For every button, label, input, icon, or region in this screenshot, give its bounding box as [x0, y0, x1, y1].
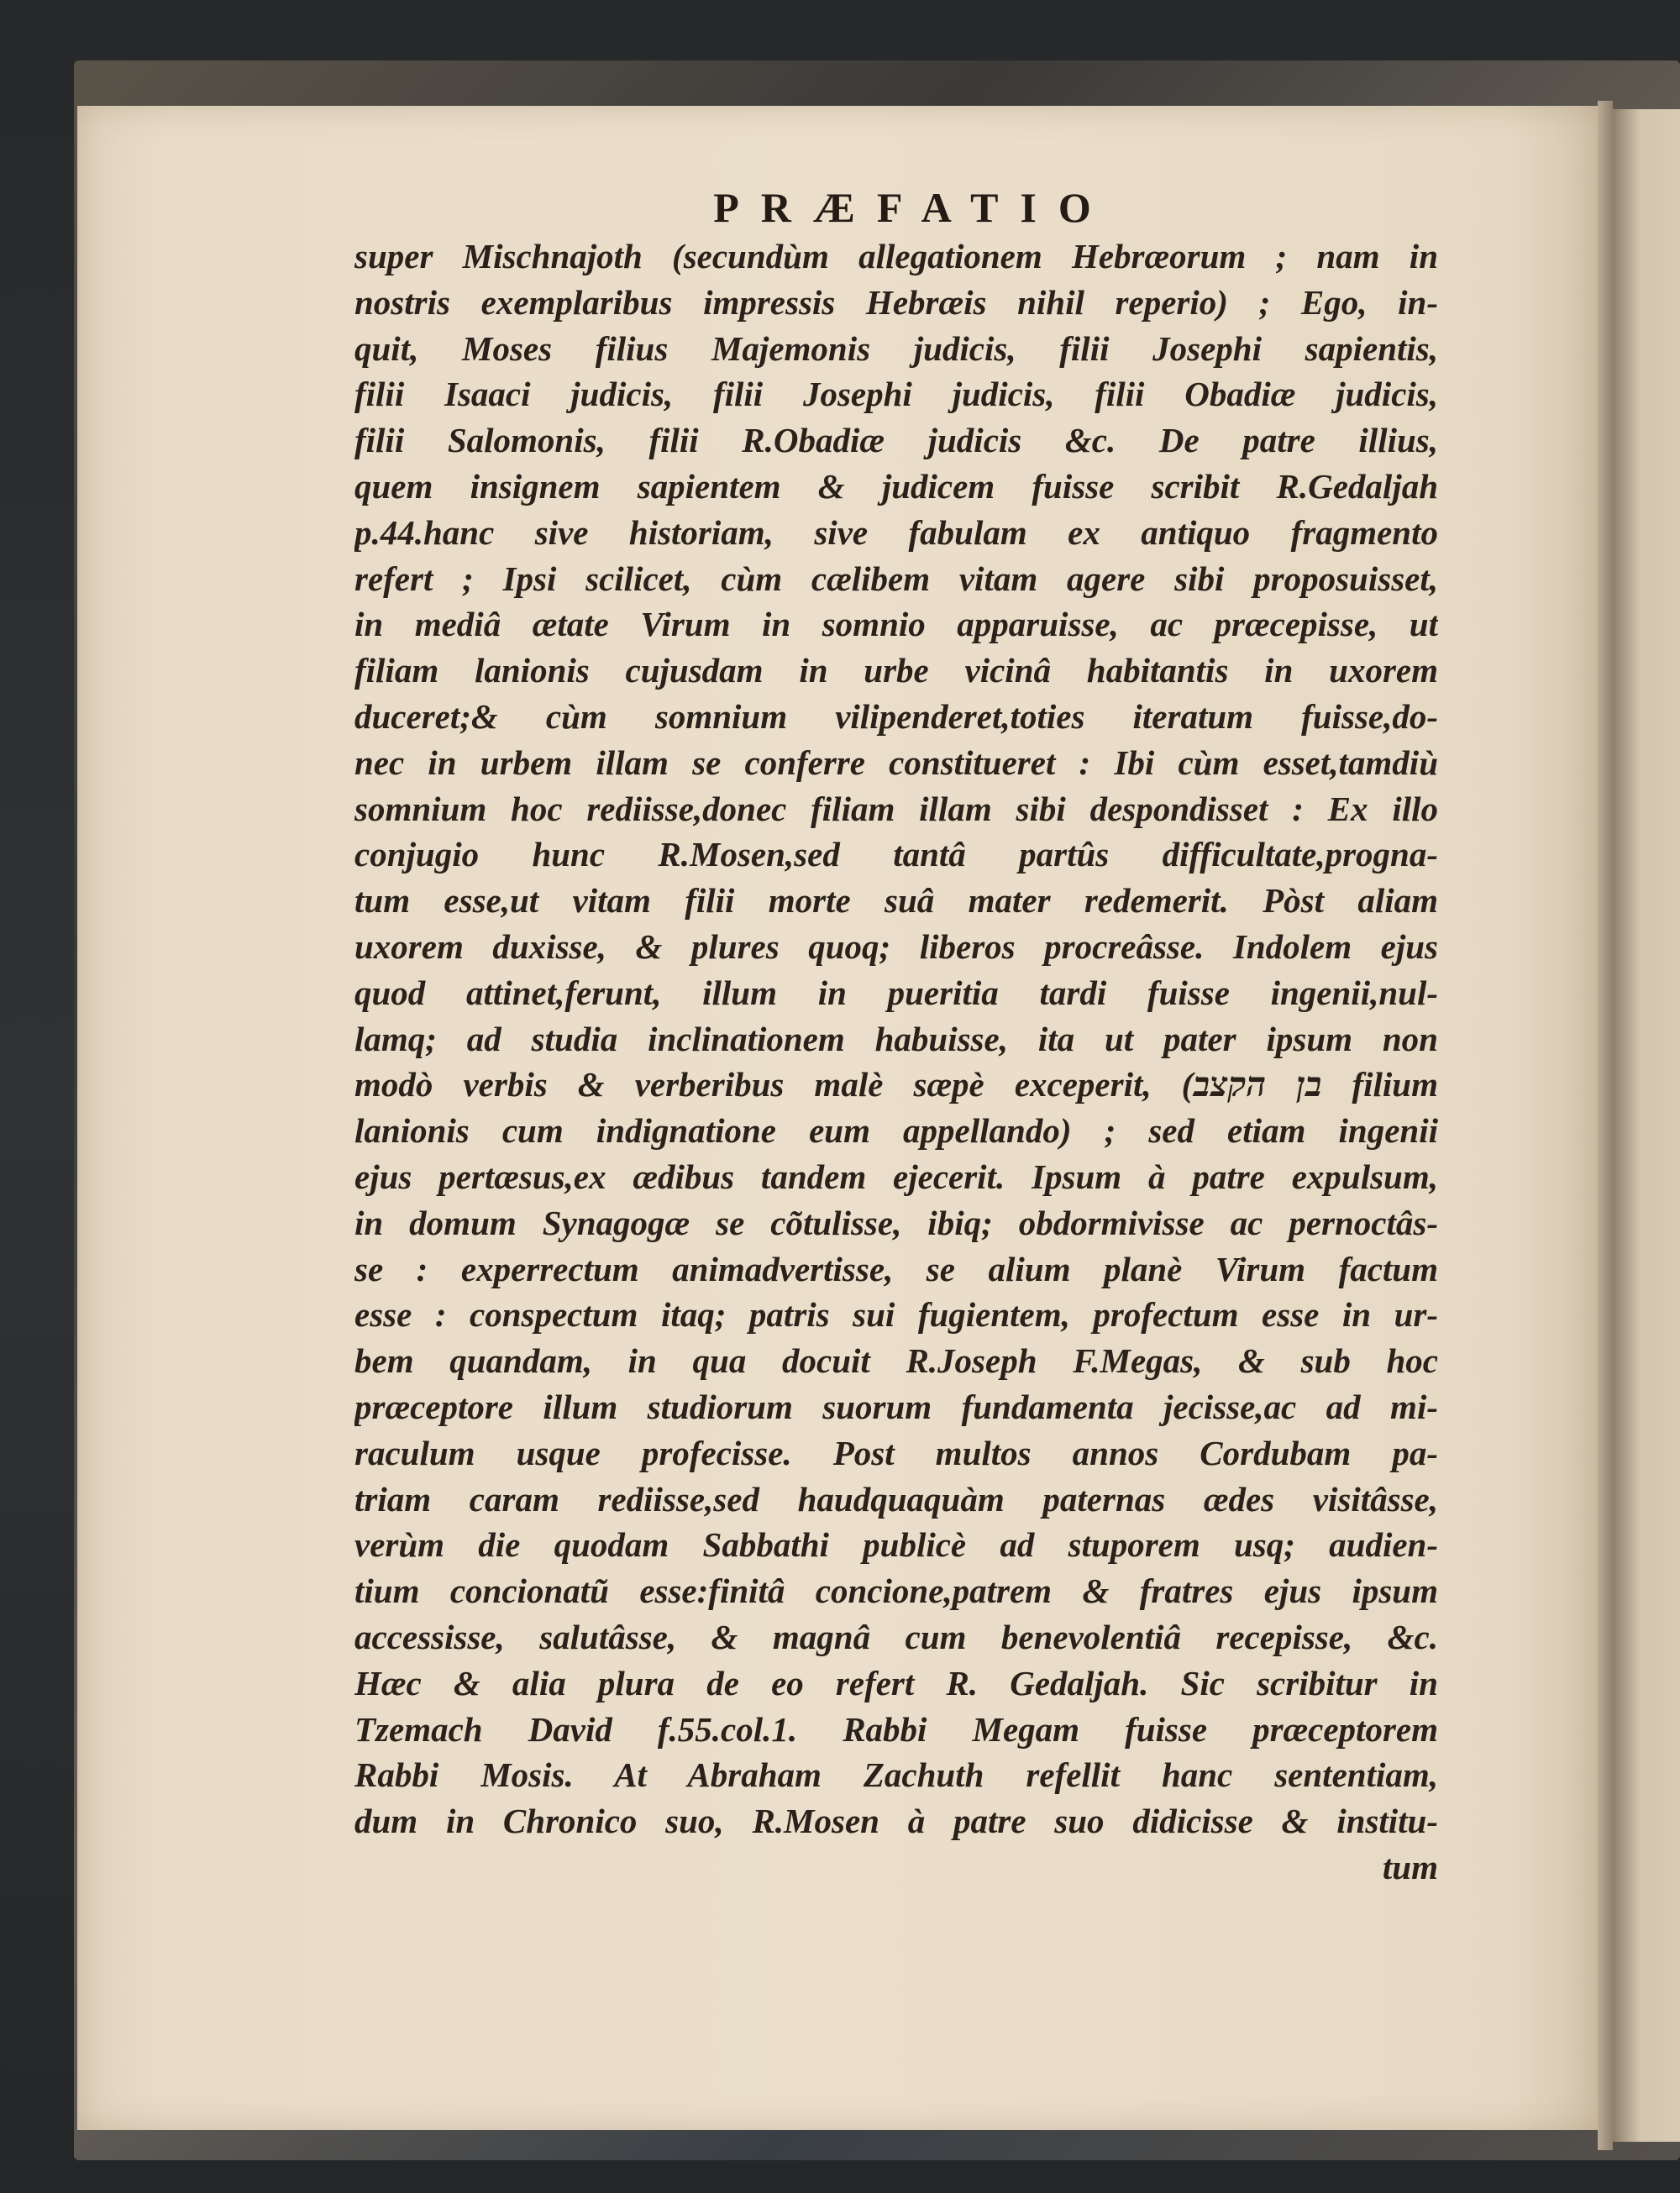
text-line: filii Isaaci judicis, filii Josephi judicis, filii Obadiæ judicis,: [354, 375, 1438, 414]
text-line: Rabbi Mosis. At Abraham Zachuth refellit hanc sententiam,: [354, 1755, 1438, 1795]
book-page: [77, 106, 1598, 2130]
text-line: se : experrectum animadvertisse, se alium planè Virum factum: [354, 1249, 1438, 1288]
text-line: in domum Synagogæ se cõtulisse, ibiq; obdormivisse ac pernoctâs-: [354, 1203, 1438, 1242]
text-line: tium concionatũ esse:finitâ concione,patrem & fratres ejus ipsum: [354, 1571, 1438, 1611]
text-line: ejus pertæsus,ex ædibus tandem ejecerit. Ipsum à patre expulsum,: [354, 1157, 1438, 1196]
text-line: refert ; Ipsi scilicet, cùm cælibem vitam agere sibi proposuisset,: [354, 559, 1438, 598]
text-line: verùm die quodam Sabbathi publicè ad stuporem usq; audien-: [354, 1525, 1438, 1565]
text-line: lamq; ad studia inclinationem habuisse, ita ut pater ipsum non: [354, 1019, 1438, 1058]
running-head: PRÆFATIO: [713, 184, 1113, 231]
text-line: præceptore illum studiorum suorum fundamenta jecisse,ac ad mi-: [354, 1387, 1438, 1426]
text-line: conjugio hunc R.Mosen,sed tantâ partûs difficultate,progna-: [354, 835, 1438, 874]
body-text: [354, 233, 1438, 1891]
text-line: quit, Moses filius Majemonis judicis, filii Josephi sapientis,: [354, 328, 1438, 368]
text-line: dum in Chronico suo, R.Mosen à patre suo didicisse & institu-: [354, 1802, 1438, 1841]
text-line: in mediâ ætate Virum in somnio apparuisse, ac præcepisse, ut: [354, 605, 1438, 644]
text-line: tum esse,ut vitam filii morte suâ mater redemerit. Pòst aliam: [354, 881, 1438, 921]
text-line: uxorem duxisse, & plures quoq; liberos procreâsse. Indolem ejus: [354, 926, 1438, 966]
text-line: super Mischnajoth (secundùm allegationem Hebræorum ; nam in: [354, 237, 1438, 275]
text-line: Hæc & alia plura de eo refert R. Gedaljah. Sic scribitur in: [354, 1663, 1438, 1702]
text-line: filii Salomonis, filii R.Obadiæ judicis &c. De patre illius,: [354, 421, 1438, 460]
text-line: nec in urbem illam se conferre constitueret : Ibi cùm esset,tamdiù: [354, 742, 1438, 782]
page-gutter: [1598, 101, 1613, 2150]
catchword: tum: [1382, 1847, 1438, 1886]
text-line: somnium hoc rediisse,donec filiam illam sibi despondisset : Ex illo: [354, 789, 1438, 828]
text-line: triam caram rediisse,sed haudquaquàm paternas ædes visitâsse,: [354, 1479, 1438, 1519]
text-line: duceret;& cùm somnium vilipenderet,toties iteratum fuisse,do-: [354, 696, 1438, 736]
text-line: esse : conspectum itaq; patris sui fugientem, profectum esse in ur-: [354, 1295, 1438, 1335]
facing-page-edge: [1613, 109, 1680, 2142]
text-line: modò verbis & verberibus malè sæpè exceperit, (בן הקצב filium: [354, 1065, 1438, 1104]
text-block: [354, 183, 1438, 1891]
text-line: bem quandam, in qua docuit R.Joseph F.Megas, & sub hoc: [354, 1341, 1438, 1381]
text-line: raculum usque profecisse. Post multos annos Cordubam pa-: [354, 1433, 1438, 1472]
text-line: Tzemach David f.55.col.1. Rabbi Megam fuisse præceptorem: [354, 1709, 1438, 1749]
text-line: p.44.hanc sive historiam, sive fabulam ex antiquo fragmento: [354, 512, 1438, 552]
text-line: quod attinet,ferunt, illum in pueritia tardi fuisse ingenii,nul-: [354, 973, 1438, 1012]
text-line: lanionis cum indignatione eum appellando) ; sed etiam ingenii: [354, 1111, 1438, 1151]
text-line: accessisse, salutâsse, & magnâ cum benevolentiâ recepisse, &c.: [354, 1617, 1438, 1656]
text-line: nostris exemplaribus impressis Hebræis nihil reperio) ; Ego, in-: [354, 282, 1438, 322]
text-line: filiam lanionis cujusdam in urbe vicinâ habitantis in uxorem: [354, 651, 1438, 690]
text-line: quem insignem sapientem & judicem fuisse scribit R.Gedaljah: [354, 466, 1438, 506]
